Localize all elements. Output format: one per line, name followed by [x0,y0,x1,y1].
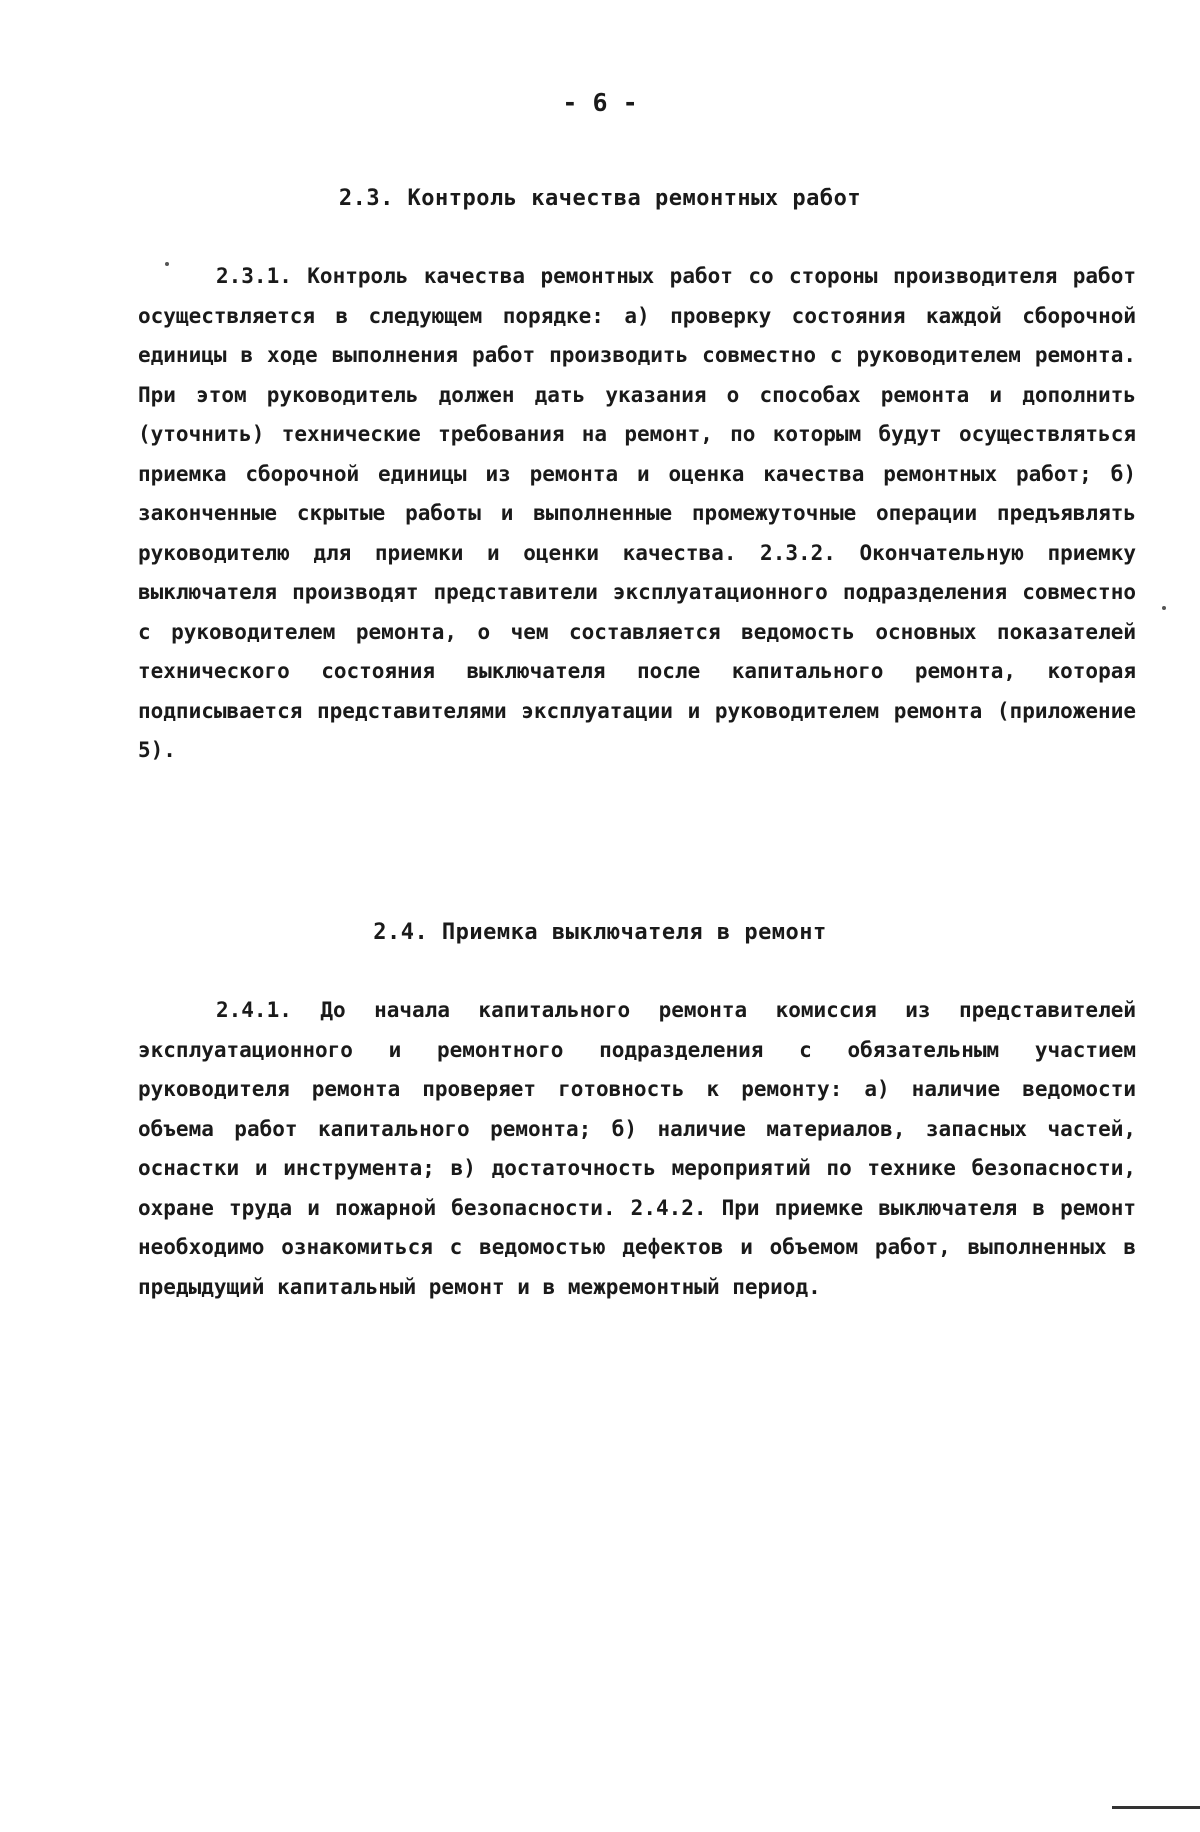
section-2-4-body: 2.4.1. До начала капитального ремонта комиссия из представителей эксплуатационного и ремонтного подразделения с обязательным участием руководителя ремонта проверяет готовность к ремонту: а) наличие ведомости объема работ капитального ремонта; б) наличие материалов, запасных частей, оснастки и инструмента; в) достаточность мероприятий по технике безопасности, охране труда и пожарной безопасности. 2.4.2. При приемке выключателя в ремонт необходимо ознакомиться с ведомостью дефектов и объемом работ, выполненных в предыдущий капитальный ремонт и в межремонтный период. [138,991,1136,1307]
scan-speck [1162,606,1166,610]
scan-artifact-line [1112,1806,1200,1809]
section-heading-2-4: 2.4. Приемка выключателя в ремонт [0,920,1200,945]
scan-speck [165,262,169,266]
page-number: - 6 - [0,88,1200,117]
section-heading-2-3: 2.3. Контроль качества ремонтных работ [0,186,1200,211]
document-page [0,0,1200,1832]
section-2-3-body: 2.3.1. Контроль качества ремонтных работ со стороны производителя работ осуществляется в следующем порядке: а) проверку состояния каждой сборочной единицы в ходе выполнения работ производить совместно с руководителем ремонта. При этом руководитель должен дать указания о способах ремонта и дополнить (уточнить) технические требования на ремонт, по которым будут осуществляться приемка сборочной единицы из ремонта и оценка качества ремонтных работ; б) законченные скрытые работы и выполненные промежуточные операции предъявлять руководителю для приемки и оценки качества. 2.3.2. Окончательную приемку выключателя производят представители эксплуатационного подразделения совместно с руководителем ремонта, о чем составляется ведомость основных показателей технического состояния выключателя после капитального ремонта, которая подписывается представителями эксплуатации и руководителем ремонта (приложение 5). [138,257,1136,771]
